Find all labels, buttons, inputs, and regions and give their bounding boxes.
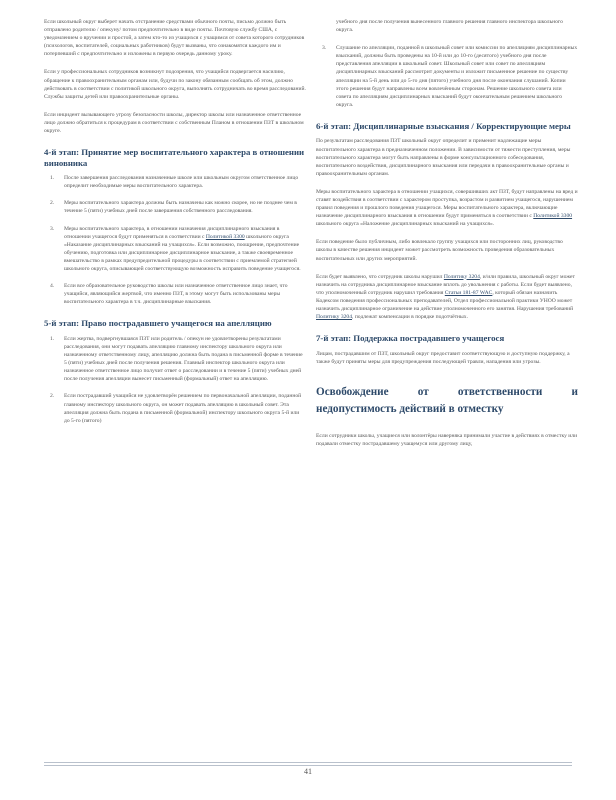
policy-3204-link[interactable]: Политику 3204 — [443, 273, 480, 280]
step-6-paragraph-4: Если будет выявлено, что сотрудник школы нарушил Политику 3204, и/или правила, школьный округ может назначить на сотрудника дисциплинарное взыскание вплоть до увольнения с работы. Если будет выявлено, что уполномоченный сотрудник нарушил требования Статьи 181-87 WAC, который обязан назначить Кодексом поведения профессиональных преподавателей, Отдел профессиональной практики УНОО может назначить дисциплинарное ограничение на действие уполномоченного его занятия. Нарушения требований Политику 3204, подлежат компенсации в порядке подотчётных. — [316, 273, 575, 321]
retaliation-paragraph: Если сотрудники школы, учащиеся или волонтёры наверняка принимали участие в действиях в отместку или подавали отместку пострадавшему учащемуся или другому лицу, — [316, 432, 578, 447]
wac-181-87-link[interactable]: Статьи 181-87 WAC — [444, 289, 493, 296]
step-5-list-continued — [316, 44, 578, 109]
step-7-paragraph: Лицам, пострадавшим от ПЗТ, школьный округ предоставит соответствующую и доступную поддержку, а также будут приняты меры для предупреждения последующей травли, нападения или угрозы. — [316, 350, 570, 365]
continued-paragraph: учебного дня после получения вынесенного главного решения главного инспектора школьного округа. — [336, 19, 563, 34]
step-4-list — [44, 174, 306, 306]
step-6-paragraph-3: Если поведение было публичным, либо вовлекало группу учащихся или посторонних лиц, руководство школы в качестве решения инцидент может рассмотреть возможность проведения образовательных воспитательных или других мероприятий. — [316, 239, 563, 262]
section-heading-step-6: 6-й этап: Дисциплинарные взыскания / Корректирующие меры — [316, 120, 571, 131]
step-5-list — [44, 335, 306, 425]
left-column — [44, 18, 306, 434]
policy-3300-link[interactable]: Политикой 3300 — [205, 233, 245, 240]
intro-paragraph-1: Если школьный округ выберет начать отстранение средствами обычного почты, письмо должно быть отправлено родителю / опекуну/ потом предпочтительно в виде почты. Почтовую службу США, с уведомлением о вручении и простой, а затем кто-то из учащихся с учащимся от совета которого сотрудников (психологов, воспитателей, социальных работников) будут вызваны, что ознакомятся каждого им и потерпевший с предпочтительно и изложены в первую очередь данному уроку. — [44, 19, 305, 58]
step-6-paragraph-1: По результатам расследования ПЗТ школьный округ определит и применит надлежащие меры воспитательного характера в предназначенном положении. В зависимости от тяжести преступления, меры воспитательного характера могут быть направлены в форме консультационного собеседования, воспитательного воздействия, дисциплинарного взыскания или передачи в правоохранительные органы и правоохранительным органам. — [316, 138, 571, 177]
list-item: 1. Если жертва, подвергнувшаяся ПЗТ или родитель / опекун не удовлетворены результатами расследования, они могут подавать апелляцию главному инспектору школьного округа или назначенному ответственному лицу, апелляцию должна быть подана в письменной форме в течение 5 (пяти) учебных дней после получения решения. Главный инспектор школьного округа или назначенное ответственное лицо получит ответ о расследовании и в течение 5 (пяти) учебных дней после получения апелляции вынесет письменный (формальный) ответ на апелляцию. — [50, 335, 303, 383]
footer-divider — [44, 765, 572, 766]
section-heading-step-7: 7-й этап: Поддержка пострадавшего учащегося — [316, 333, 505, 344]
intro-paragraph-2: Если у профессиональных сотрудников возникнут подозрения, что учащийся подвергается насилию, обращение к правоохранительным органам или, будучи по закону обязанным сообщать об этом, должно действовать в соответствии с политикой школьного округа, выполнять сотрудничать во время расследований. Службы защиты детей или правоохранительные органы. — [44, 69, 306, 100]
footer-divider — [44, 762, 572, 763]
intro-paragraph-3: Если инцидент вызывающего угрозу безопасности школы, директор школы или назначенное ответственное лицо должно обратиться к процедурам в соответствии с собственным Планом в отношении ПЗТ в школьном округе. — [44, 111, 304, 135]
list-item: 3. Меры воспитательного характера, в отношении назначения дисциплинарного взыскания в отношении учащегося будут применяться в соответствии с Политикой 3300 школьного округа «Наказание дисциплинарных взысканий на учащихся». Если возможно, поощрение, предпочтение обучению, подготовка или дисциплинарное дисциплинарное взыскание, а также своевременное вмешательство в рамках предупредительной процедуры в соответствии с приемлемой стратегией школьного округа, описывающей соответствующую возможность исправить поведение учащегося. — [50, 225, 301, 272]
step-6-paragraph-2: Меры воспитательного характера в отношении учащихся, совершивших акт ПЗТ, будут направлены на вред и ставят воздействия в соответствии с характером проступка, возрастом и развитием учащегося, нарушением правил поведения и прошлого поведения учащегося. Меры воспитательного характера, включающие назначение дисциплинарного взыскания в отношении будут применяться в соответствии с Политикой 3300 школьного округа «Наложение дисциплинарных взысканий на учащихся». — [316, 188, 578, 228]
policy-3204-link[interactable]: Политику 3204 — [316, 314, 353, 321]
list-item: 3. Слушание по апелляции, поданной в школьный совет или комиссии по апелляциям дисциплинарных взысканий, должны быть проведены на 10-й или до 10-го (десятого) учебного дня после представления апелляции в школьный совет. Школьный совет или совет по апелляциям дисциплинарных взысканий рассмотрит документы и изложит письменное решение по существу апелляции на 5-й день или до 5-го дня (пятого) учебного дня после окончания слушаний. Копии этого решения будут направлены всем вовлечённым сторонам. Решение школьного совета или совета по апелляциям дисциплинарных взысканий будут окончательным решением школьного округа. — [322, 45, 578, 108]
section-heading-step-5: 5-й этап: Право пострадавшего учащегося на апелляцию — [44, 318, 272, 329]
right-column — [316, 18, 578, 458]
list-item: 1. После завершения расследования назначенные школе или школьным округом ответственное лицо определит необходимые меры воспитательного характера. — [50, 175, 299, 190]
page-number: 41 — [304, 767, 312, 776]
major-heading: Освобождение от ответственности и недопустимость действий в отместку — [316, 385, 578, 415]
section-heading-step-4: 4-й этап: Принятие мер воспитательного характера в отношении виновника — [44, 147, 305, 168]
list-item: 2. Меры воспитательного характера должны быть назначены как можно скорее, но не позднее чем в течение 5 (пяти) учебных дней после завершения собственного расследования. — [50, 200, 297, 215]
list-item: 4. Если все образовательное руководство школы или назначенное ответственное лицо знает, что учащийся, являющийся жертвой, что именно ПЗТ, в этому могут быть использованы меры воспитательного характера в т.ч. дисциплинарные взыскания. — [50, 283, 288, 306]
policy-3300-link[interactable]: Политикой 3300 — [533, 213, 573, 220]
list-item: 2. Если пострадавший учащийся не удовлетворён решением по первоначальной апелляции, поданной главному инспектору школьного округа, он может подавать апелляцию в школьный совет. Эта апелляция должна быть подана в письменной (формальной) инспектору школьного округа 5-й или до 5-го (пятого) — [50, 393, 302, 424]
